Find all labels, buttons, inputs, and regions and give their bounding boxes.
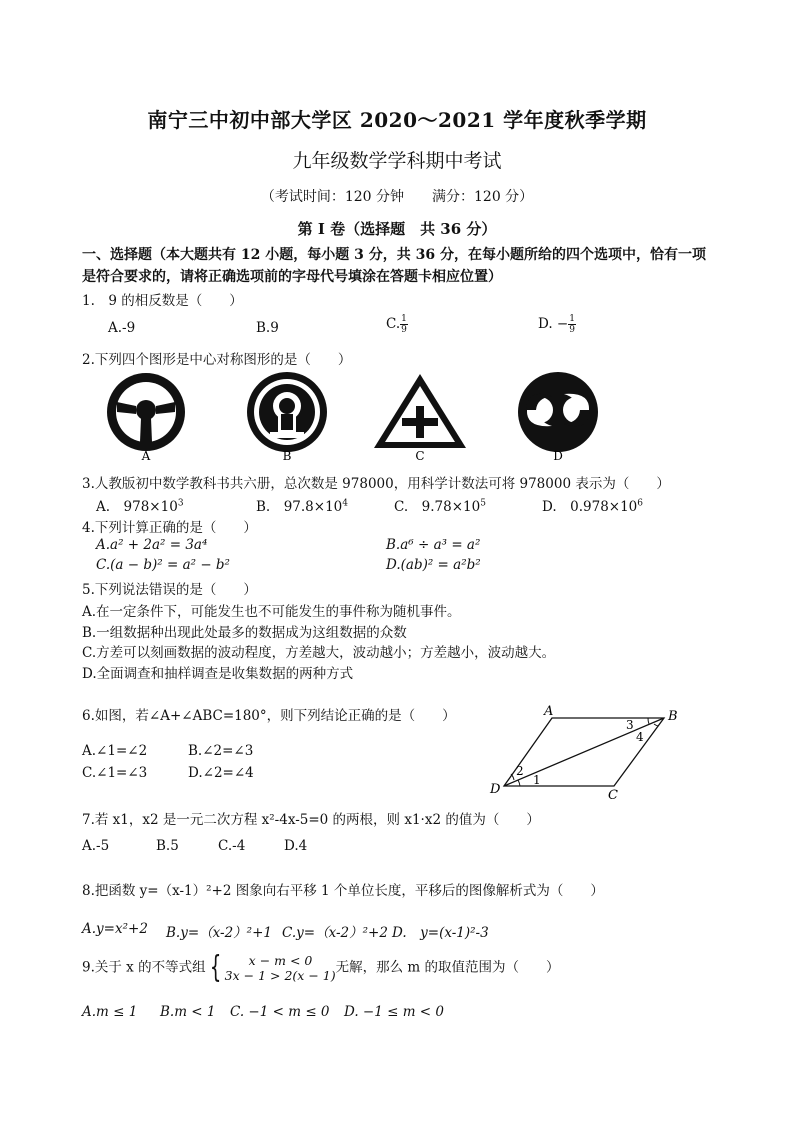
angle-3-arc [648, 718, 649, 724]
q3-b-exponent: 4 [342, 498, 348, 509]
exam-info: （考试时间：120 分钟 满分：120 分） [260, 189, 534, 205]
angle-4-arc [654, 724, 658, 726]
q9-stem-prefix: 9.关于 x 的不等式组 [82, 959, 206, 976]
q1-option-d-prefix: D. − [538, 316, 569, 332]
q8-stem: 8.把函数 y=（x-1）²+2 图象向右平移 1 个单位长度，平移后的图像解析式为（ ） [82, 883, 604, 899]
q4-option-d: D.(ab)² = a²b² [386, 557, 481, 573]
figure-a-label: A [141, 449, 151, 462]
q1-option-c [386, 314, 408, 335]
q1-option-b: B.9 [256, 320, 279, 336]
q3-option-c [394, 495, 486, 515]
q1-option-d-fraction [568, 314, 576, 335]
q7-stem: 7.若 x1，x2 是一元二次方程 x²-4x-5=0 的两根，则 x1·x2 的值为（ ） [82, 812, 540, 828]
q5-option-d: D.全面调查和抽样调查是收集数据的两种方式 [82, 666, 354, 682]
q8-option-d: D. y=(x-1)²-3 [392, 925, 489, 941]
q3-option-d [542, 495, 643, 515]
q4-option-a: A.a² + 2a² = 3a⁴ [96, 537, 208, 553]
q3-option-b [256, 495, 348, 515]
q1-c-numerator: 1 [401, 314, 407, 324]
figure-d-double-swirl-icon [518, 372, 598, 452]
figure-a-steering-wheel-icon [107, 373, 185, 451]
volume-heading: 第 I 卷（选择题 共 36 分） [297, 220, 497, 238]
q6-option-c: C.∠1=∠3 [82, 765, 148, 781]
q5-option-b: B.一组数据种出现此处最多的数据成为这组数据的众数 [82, 625, 407, 641]
q1-d-numerator: 1 [569, 314, 575, 324]
q8-option-b: B.y=（x-2）²+1 [166, 925, 272, 941]
q2-figures [90, 370, 610, 462]
q3-a-base: A. 978×10 [96, 499, 178, 515]
q9-brace: { [209, 950, 221, 985]
q9-inequality-1: x − m < 0 [248, 953, 313, 968]
angle-3-label: 3 [626, 718, 634, 732]
q1-option-a: A.-9 [108, 320, 136, 336]
figure-b-label: B [282, 449, 292, 462]
q9-option-a: A.m ≤ 1 [82, 1004, 138, 1020]
angle-1-arc [518, 780, 520, 786]
q3-d-exponent: 6 [637, 498, 644, 509]
q8-option-a: A.y=x²+2 [82, 921, 148, 937]
q3-c-exponent: 5 [480, 498, 486, 509]
q3-a-exponent: 3 [177, 498, 184, 509]
q9-stem [82, 950, 560, 985]
figure-b-railway-logo-icon [247, 372, 327, 452]
q6-option-a: A.∠1=∠2 [82, 743, 148, 759]
q5-option-a: A.在一定条件下，可能发生也不可能发生的事件称为随机事件。 [82, 604, 461, 620]
q6-stem: 6.如图，若∠A+∠ABC=180°，则下列结论正确的是（ ） [82, 708, 456, 724]
q6-option-b: B.∠2=∠3 [188, 743, 254, 759]
q9-inequality-2: 3x − 1 > 2(x − 1) [224, 968, 336, 983]
q3-d-base: D. 0.978×10 [542, 499, 638, 515]
q7-option-c: C.-4 [218, 838, 246, 854]
vertex-b-label: B [668, 709, 678, 724]
q4-option-c: C.(a − b)² = a² − b² [96, 557, 230, 573]
q3-stem: 3.人教版初中数学教科书共六册，总次数是 978000，用科学计数法可将 978000 表示为（ ） [82, 476, 670, 492]
angle-1-label: 1 [533, 773, 541, 787]
q3-b-base: B. 97.8×10 [256, 499, 343, 515]
q9-inequality-system [225, 953, 336, 983]
vertex-a-label: A [544, 704, 554, 719]
q1-option-c-fraction [400, 314, 408, 335]
q8-option-c: C.y=（x-2）²+2 [282, 925, 388, 941]
q4-option-b: B.a⁶ ÷ a³ = a² [386, 537, 481, 553]
q9-option-b: B.m < 1 [160, 1004, 216, 1020]
q5-option-c: C.方差可以刻画数据的波动程度，方差越大，波动越小；方差越小，波动越大。 [82, 645, 556, 661]
angle-2-label: 2 [516, 764, 524, 778]
q9-stem-suffix: 无解，那么 m 的取值范围为（ ） [335, 959, 560, 976]
section-instructions-line1: 一、选择题（本大题共有 12 小题，每小题 3 分，共 36 分，在每小题所给的四个选项中，恰有一项 [82, 247, 706, 263]
q1-d-denominator: 9 [569, 325, 575, 335]
figure-c-triangle-plus-icon [374, 374, 466, 448]
vertex-c-label: C [608, 788, 618, 802]
section-instructions-line2: 是符合要求的，请将正确选项前的字母代号填涂在答题卡相应位置） [82, 269, 502, 285]
q5-stem: 5.下列说法错误的是（ ） [82, 582, 257, 598]
q7-option-d: D.4 [284, 838, 308, 854]
figure-d-label: D [553, 449, 563, 462]
exam-subtitle: 九年级数学学科期中考试 [292, 150, 502, 172]
q2-stem: 2.下列四个图形是中心对称图形的是（ ） [82, 352, 352, 368]
q3-option-a [96, 495, 184, 515]
q9-option-d: D. −1 ≤ m < 0 [344, 1004, 445, 1020]
angle-4-label: 4 [636, 730, 644, 744]
q1-option-d [538, 314, 576, 335]
vertex-d-label: D [490, 782, 501, 797]
q4-stem: 4.下列计算正确的是（ ） [82, 520, 257, 536]
q6-parallelogram-figure [484, 700, 694, 802]
q1-option-c-prefix: C. [386, 316, 401, 332]
q9-option-c: C. −1 < m ≤ 0 [230, 1004, 330, 1020]
figure-c-label: C [415, 449, 425, 462]
q3-c-base: C. 9.78×10 [394, 499, 481, 515]
q1-stem: 1. 9 的相反数是（ ） [82, 293, 243, 309]
q7-option-b: B.5 [156, 838, 179, 854]
exam-title: 南宁三中初中部大学区 2020～2021 学年度秋季学期 [147, 108, 647, 132]
q7-option-a: A.-5 [82, 838, 110, 854]
q1-c-denominator: 9 [401, 325, 407, 335]
q6-option-d: D.∠2=∠4 [188, 765, 254, 781]
